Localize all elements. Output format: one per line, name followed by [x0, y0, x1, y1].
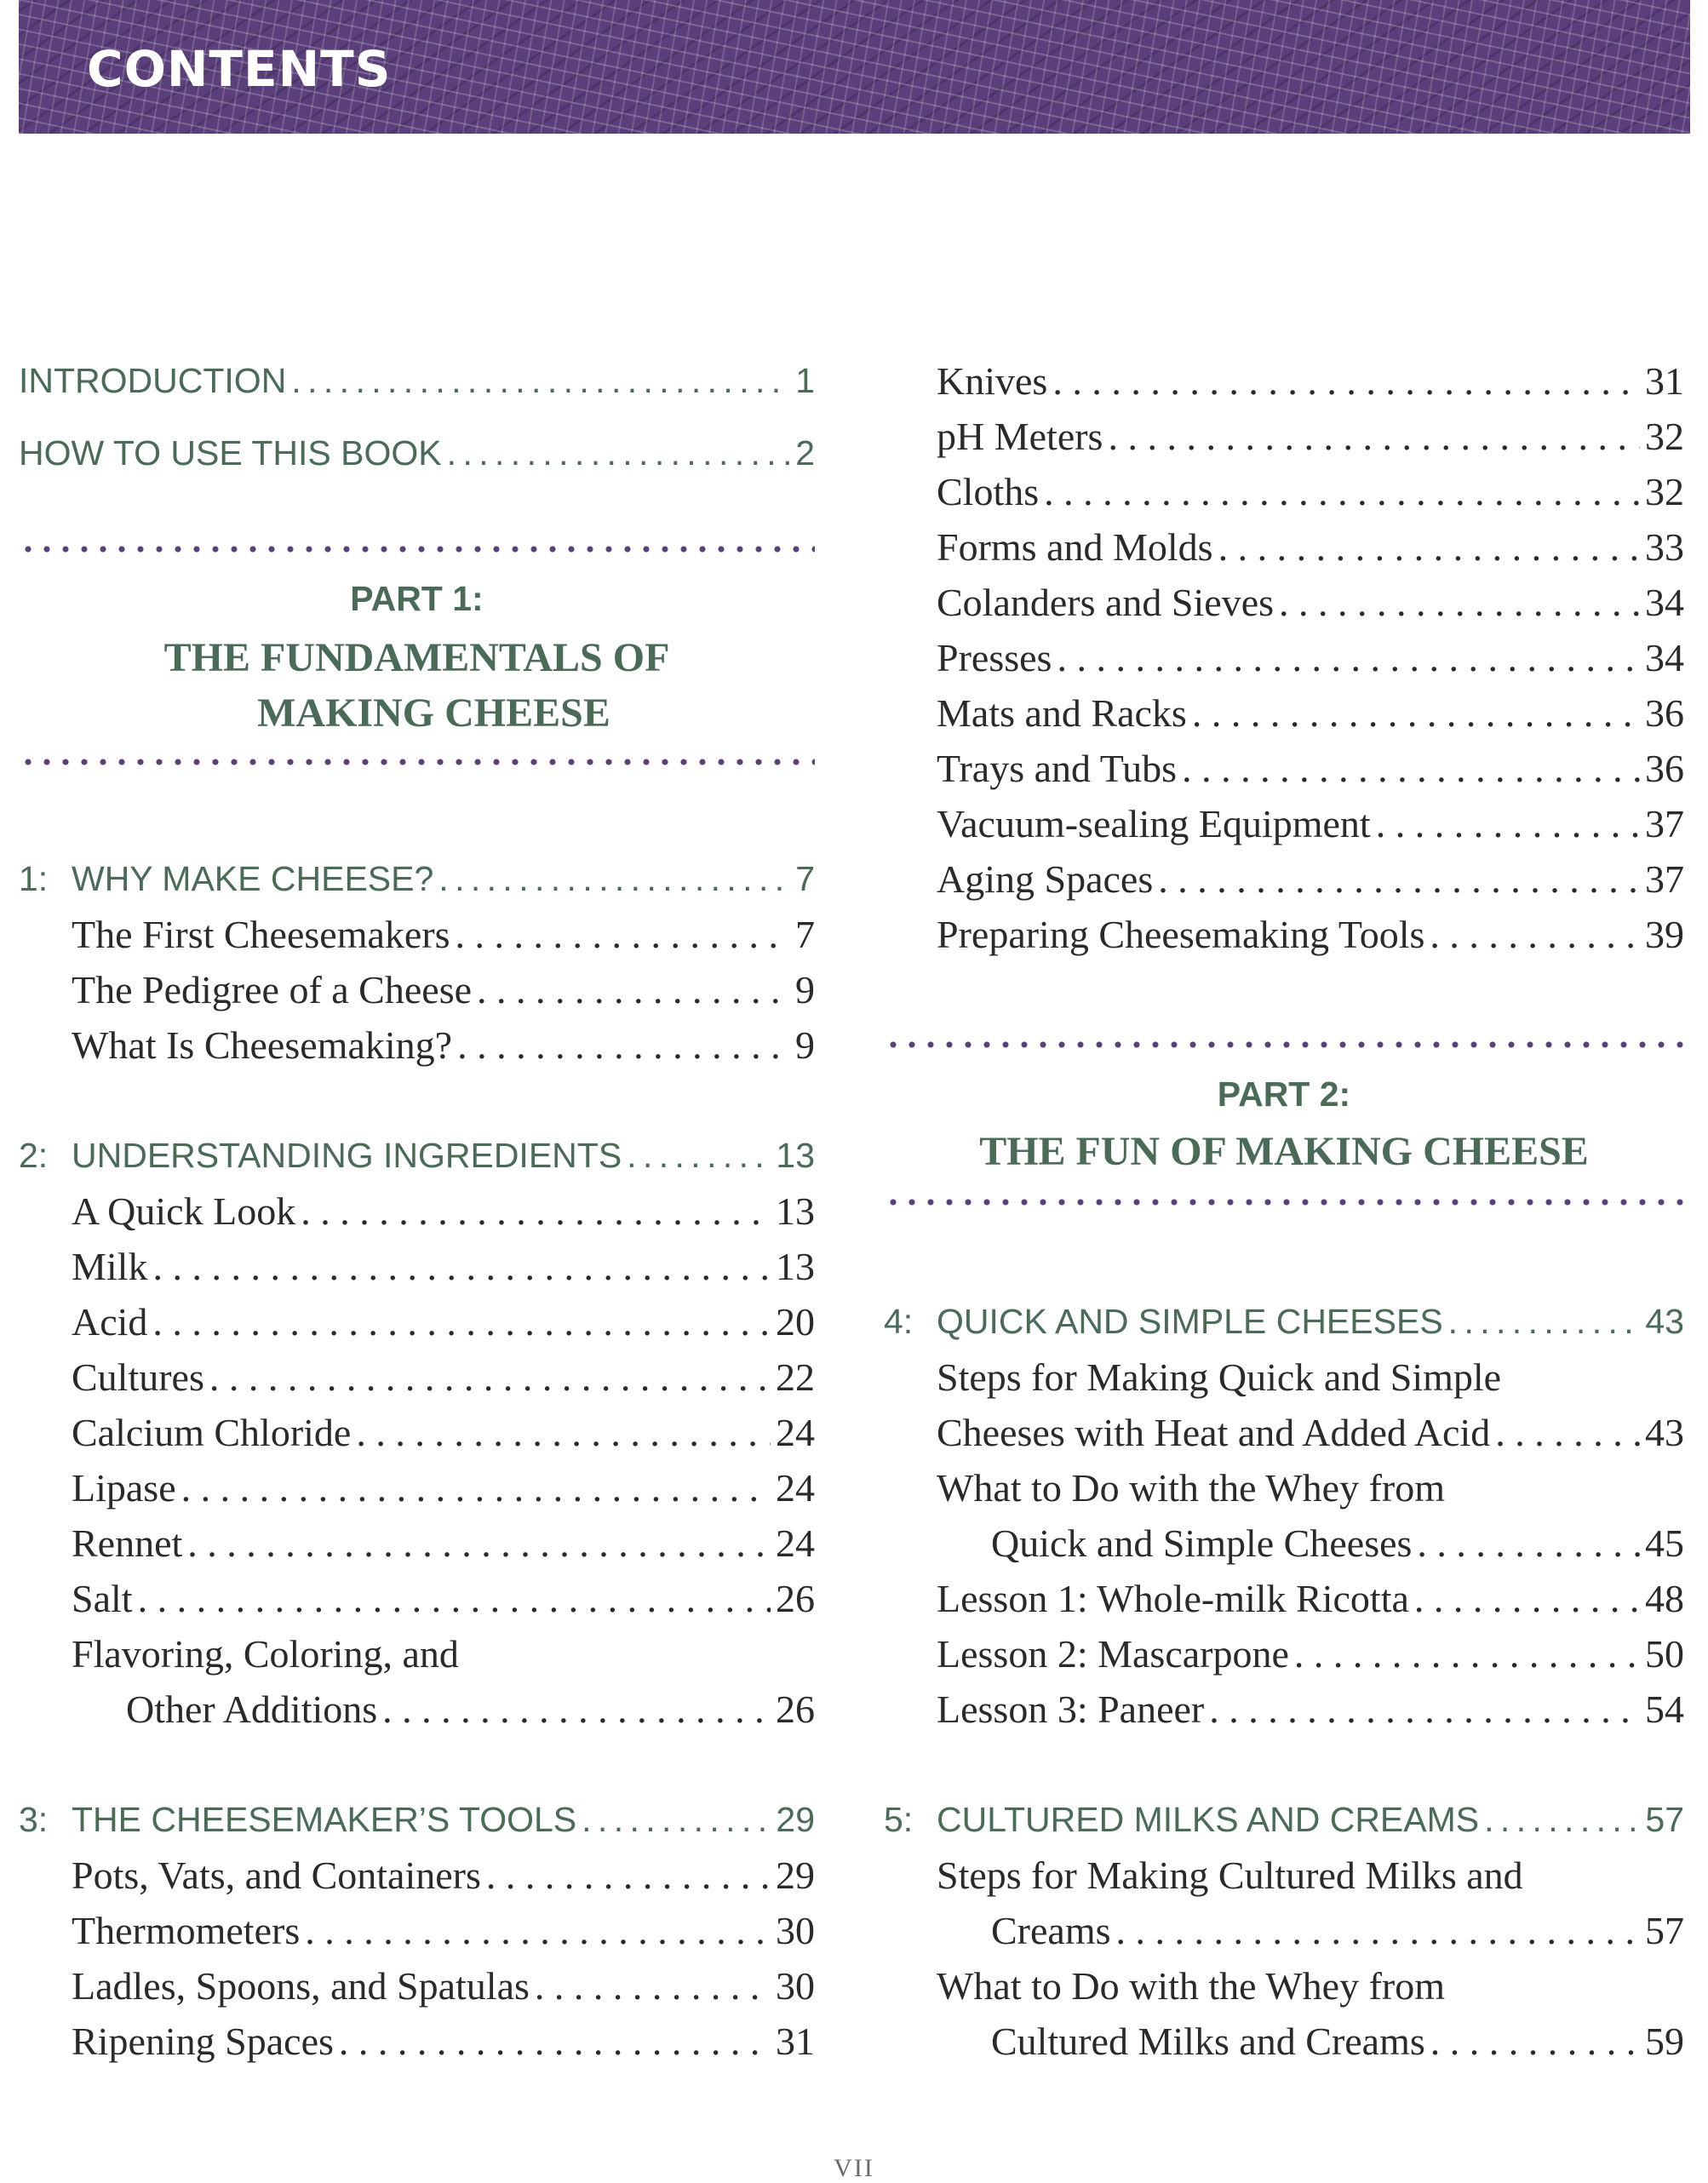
- dot-leader: [181, 1465, 771, 1510]
- entry-page: 24: [776, 1521, 815, 1565]
- page-number: VII: [834, 2154, 874, 2182]
- entry-page: 31: [776, 2020, 815, 2063]
- entry-page: 2: [795, 433, 815, 473]
- entry-label: pH Meters: [937, 415, 1103, 458]
- entry-page: 29: [776, 1854, 815, 1897]
- chapter-label: WHY MAKE CHEESE?: [72, 859, 434, 898]
- toc-entry[interactable]: [19, 1515, 815, 1571]
- toc-entry[interactable]: [19, 1239, 815, 1294]
- entry-page: 9: [795, 968, 815, 1011]
- chapter-page: 43: [1645, 1302, 1684, 1341]
- entry-label: Steps for Making Quick and Simple: [937, 1355, 1502, 1399]
- dot-leader: [209, 1355, 771, 1400]
- part2-divider-bottom: [884, 1198, 1684, 1206]
- chapter-page: 29: [776, 1800, 815, 1839]
- toc-entry[interactable]: [884, 353, 1684, 409]
- page-title: CONTENTS: [87, 40, 392, 98]
- toc-entry[interactable]: [884, 907, 1684, 962]
- toc-entry[interactable]: [884, 409, 1684, 464]
- dot-leader: [535, 1963, 771, 2008]
- entry-label: Lesson 2: Mascarpone: [937, 1632, 1289, 1676]
- dot-leader: [1116, 1908, 1640, 1953]
- part1-divider-top: [19, 545, 815, 553]
- entry-page: 24: [776, 1411, 815, 1454]
- toc-entry-line2[interactable]: [884, 1903, 1684, 1958]
- toc-entry[interactable]: [884, 630, 1684, 685]
- toc-entry-line2[interactable]: [884, 2014, 1684, 2069]
- entry-page: 36: [1645, 747, 1684, 790]
- entry-label: Colanders and Sieves: [937, 581, 1275, 624]
- entry-page: 37: [1645, 802, 1684, 845]
- entry-label: Calcium Chloride: [72, 1411, 352, 1454]
- dot-leader: [152, 1299, 771, 1344]
- dot-leader: [1430, 2019, 1640, 2064]
- dot-leader: [382, 1687, 771, 1732]
- entry-label-continued: Other Additions: [126, 1687, 378, 1731]
- dot-leader: [457, 1023, 790, 1068]
- entry-page: 43: [1645, 1411, 1684, 1454]
- entry-page: 32: [1645, 415, 1684, 458]
- entry-page: 20: [776, 1300, 815, 1344]
- entry-label: The Pedigree of a Cheese: [72, 968, 473, 1011]
- toc-entry[interactable]: [884, 575, 1684, 630]
- entry-label: Forms and Molds: [937, 525, 1213, 569]
- entry-label: Mats and Racks: [937, 691, 1187, 735]
- entry-page: 50: [1645, 1632, 1684, 1676]
- dot-leader: [339, 2019, 771, 2064]
- entry-label: Rennet: [72, 1521, 183, 1565]
- dot-leader: [1484, 1800, 1640, 1840]
- entry-page: 48: [1645, 1577, 1684, 1620]
- dot-leader: [477, 967, 790, 1012]
- chapter-number: 1:: [19, 859, 49, 898]
- entry-label: Lesson 3: Paneer: [937, 1687, 1205, 1731]
- entry-page: 26: [776, 1577, 815, 1620]
- entry-label: Lipase: [72, 1466, 176, 1510]
- chapter-page: 13: [776, 1136, 815, 1175]
- dot-leader: [1376, 801, 1640, 846]
- chapter-number: 4:: [884, 1302, 914, 1341]
- dot-leader: [356, 1410, 771, 1455]
- entry-page: 39: [1645, 913, 1684, 956]
- dot-leader: [1108, 414, 1640, 459]
- part2-label: PART 2:: [1217, 1074, 1351, 1114]
- toc-entry[interactable]: [19, 907, 815, 962]
- chapter-label: CULTURED MILKS AND CREAMS: [937, 1800, 1480, 1839]
- toc-entry[interactable]: [19, 1349, 815, 1405]
- entry-label-continued: Cultured Milks and Creams: [991, 2020, 1425, 2063]
- dot-leader: [627, 1136, 771, 1176]
- dot-leader: [1294, 1631, 1640, 1676]
- entry-page: 9: [795, 1023, 815, 1067]
- dot-leader: [447, 433, 791, 473]
- dot-leader: [1044, 469, 1640, 514]
- dot-leader: [1430, 912, 1640, 957]
- entry-page: 54: [1645, 1687, 1684, 1731]
- dot-leader: [138, 1576, 771, 1621]
- entry-label: Presses: [937, 636, 1052, 679]
- part1-divider-bottom: [19, 758, 815, 766]
- entry-label: Acid: [72, 1300, 148, 1344]
- toc-entry[interactable]: [884, 685, 1684, 741]
- toc-entry[interactable]: [884, 1571, 1684, 1626]
- entry-label: Vacuum-sealing Equipment: [937, 802, 1371, 845]
- entry-page: 31: [1645, 359, 1684, 403]
- dot-leader: [152, 1244, 771, 1289]
- toc-entry-line1[interactable]: [884, 1460, 1684, 1515]
- toc-chapter-3[interactable]: [19, 1792, 815, 1848]
- dot-leader: [1209, 1687, 1640, 1732]
- entry-label-continued: Cheeses with Heat and Added Acid: [937, 1411, 1491, 1454]
- chapter-number: 2:: [19, 1136, 49, 1175]
- entry-label: Preparing Cheesemaking Tools: [937, 913, 1425, 956]
- entry-label: Cultures: [72, 1355, 204, 1399]
- entry-label: Flavoring, Coloring, and: [72, 1632, 459, 1676]
- entry-page: 57: [1645, 1909, 1684, 1952]
- dot-leader: [1417, 1521, 1640, 1566]
- toc-entry[interactable]: [19, 2014, 815, 2069]
- entry-label: Aging Spaces: [937, 857, 1154, 901]
- toc-chapter-5[interactable]: [884, 1792, 1684, 1848]
- entry-label: Ripening Spaces: [72, 2020, 334, 2063]
- chapter-page: 57: [1645, 1800, 1684, 1839]
- dot-leader: [1052, 358, 1640, 404]
- chapter-page: 7: [795, 859, 815, 898]
- toc-entry-introduction[interactable]: [19, 353, 815, 409]
- toc-entry-line2[interactable]: [884, 1515, 1684, 1571]
- chapter-label: QUICK AND SIMPLE CHEESES: [937, 1302, 1443, 1341]
- entry-label: What Is Cheesemaking?: [72, 1023, 453, 1067]
- toc-entry[interactable]: [19, 1848, 815, 1903]
- toc-entry[interactable]: [19, 1405, 815, 1460]
- dot-leader: [187, 1521, 771, 1566]
- entry-page: 36: [1645, 691, 1684, 735]
- entry-page: 30: [776, 1964, 815, 2008]
- toc-chapter-2[interactable]: [19, 1128, 815, 1183]
- entry-page: 32: [1645, 470, 1684, 513]
- toc-entry-line1[interactable]: [884, 1848, 1684, 1903]
- entry-label: Trays and Tubs: [937, 747, 1178, 790]
- entry-page: 24: [776, 1466, 815, 1510]
- entry-label: Ladles, Spoons, and Spatulas: [72, 1964, 530, 2008]
- entry-page: 34: [1645, 636, 1684, 679]
- entry-label: Cloths: [937, 470, 1040, 513]
- toc-entry[interactable]: [19, 1183, 815, 1239]
- entry-label: A Quick Look: [72, 1189, 296, 1233]
- toc-entry[interactable]: [19, 1017, 815, 1073]
- dot-leader: [1495, 1410, 1640, 1455]
- entry-label-continued: Quick and Simple Cheeses: [991, 1521, 1413, 1565]
- toc-entry[interactable]: [884, 1682, 1684, 1737]
- toc-entry[interactable]: [19, 962, 815, 1017]
- dot-leader: [1279, 580, 1640, 625]
- entry-label: Pots, Vats, and Containers: [72, 1854, 481, 1897]
- toc-entry-line1[interactable]: [19, 1626, 815, 1682]
- part1-title-line1: THE FUNDAMENTALS OF: [163, 635, 670, 680]
- entry-label: What to Do with the Whey from: [937, 1964, 1446, 2008]
- toc-entry-how-to-use[interactable]: [19, 426, 815, 481]
- toc-entry-line1[interactable]: [884, 1349, 1684, 1405]
- contents-header: [19, 0, 1690, 134]
- dot-leader: [1057, 635, 1640, 680]
- toc-entry[interactable]: [884, 519, 1684, 575]
- toc-entry[interactable]: [884, 796, 1684, 851]
- entry-label: The First Cheesemakers: [72, 913, 450, 956]
- entry-label: Lesson 1: Whole-milk Ricotta: [937, 1577, 1409, 1620]
- toc-entry[interactable]: [19, 1460, 815, 1515]
- dot-leader: [1414, 1576, 1640, 1621]
- chapter-label: THE CHEESEMAKER’S TOOLS: [72, 1800, 577, 1839]
- entry-page: 13: [776, 1245, 815, 1288]
- dot-leader: [456, 912, 790, 957]
- toc-entry-line1[interactable]: [884, 1958, 1684, 2014]
- entry-page: 33: [1645, 525, 1684, 569]
- entry-page: 1: [795, 361, 815, 400]
- toc-entry[interactable]: [19, 1958, 815, 2014]
- toc-entry[interactable]: [884, 1626, 1684, 1682]
- chapter-number: 3:: [19, 1800, 49, 1839]
- toc-entry[interactable]: [884, 741, 1684, 796]
- entry-page: 59: [1645, 2020, 1684, 2063]
- entry-page: 30: [776, 1909, 815, 1952]
- part1-label: PART 1:: [350, 579, 484, 618]
- entry-page: 22: [776, 1355, 815, 1399]
- entry-label: What to Do with the Whey from: [937, 1466, 1446, 1510]
- toc-entry[interactable]: [19, 1294, 815, 1349]
- entry-label: Milk: [72, 1245, 148, 1288]
- part2-divider-top: [884, 1040, 1684, 1049]
- part1-title-line2: MAKING CHEESE: [257, 690, 610, 736]
- entry-label: Knives: [937, 359, 1048, 403]
- dot-leader: [1448, 1302, 1641, 1342]
- toc-entry-line2[interactable]: [19, 1682, 815, 1737]
- chapter-label: UNDERSTANDING INGREDIENTS: [72, 1136, 622, 1175]
- toc-chapter-4[interactable]: [884, 1294, 1684, 1349]
- toc-entry[interactable]: [19, 1903, 815, 1958]
- dot-leader: [305, 1908, 771, 1953]
- dot-leader: [301, 1189, 771, 1234]
- toc-entry[interactable]: [884, 464, 1684, 519]
- dot-leader: [1158, 857, 1640, 902]
- entry-page: 45: [1645, 1521, 1684, 1565]
- entry-page: 13: [776, 1189, 815, 1233]
- dot-leader: [438, 859, 790, 899]
- dot-leader: [1182, 746, 1640, 791]
- entry-label: Thermometers: [72, 1909, 301, 1952]
- entry-label: HOW TO USE THIS BOOK: [19, 433, 442, 473]
- entry-page: 26: [776, 1687, 815, 1731]
- entry-label: Steps for Making Cultured Milks and: [937, 1854, 1523, 1897]
- toc-chapter-1[interactable]: [19, 851, 815, 907]
- dot-leader: [486, 1853, 771, 1898]
- chapter-number: 5:: [884, 1800, 914, 1839]
- entry-label: Salt: [72, 1577, 133, 1620]
- entry-label: INTRODUCTION: [19, 361, 287, 400]
- toc-entry[interactable]: [884, 851, 1684, 907]
- toc-entry-line2[interactable]: [884, 1405, 1684, 1460]
- toc-entry[interactable]: [19, 1571, 815, 1626]
- entry-page: 37: [1645, 857, 1684, 901]
- dot-leader: [1192, 690, 1640, 736]
- part2-title: THE FUN OF MAKING CHEESE: [979, 1129, 1589, 1174]
- dot-leader: [291, 361, 790, 401]
- entry-page: 7: [795, 913, 815, 956]
- dot-leader: [582, 1800, 771, 1840]
- entry-page: 34: [1645, 581, 1684, 624]
- dot-leader: [1218, 524, 1640, 570]
- entry-label-continued: Creams: [991, 1909, 1111, 1952]
